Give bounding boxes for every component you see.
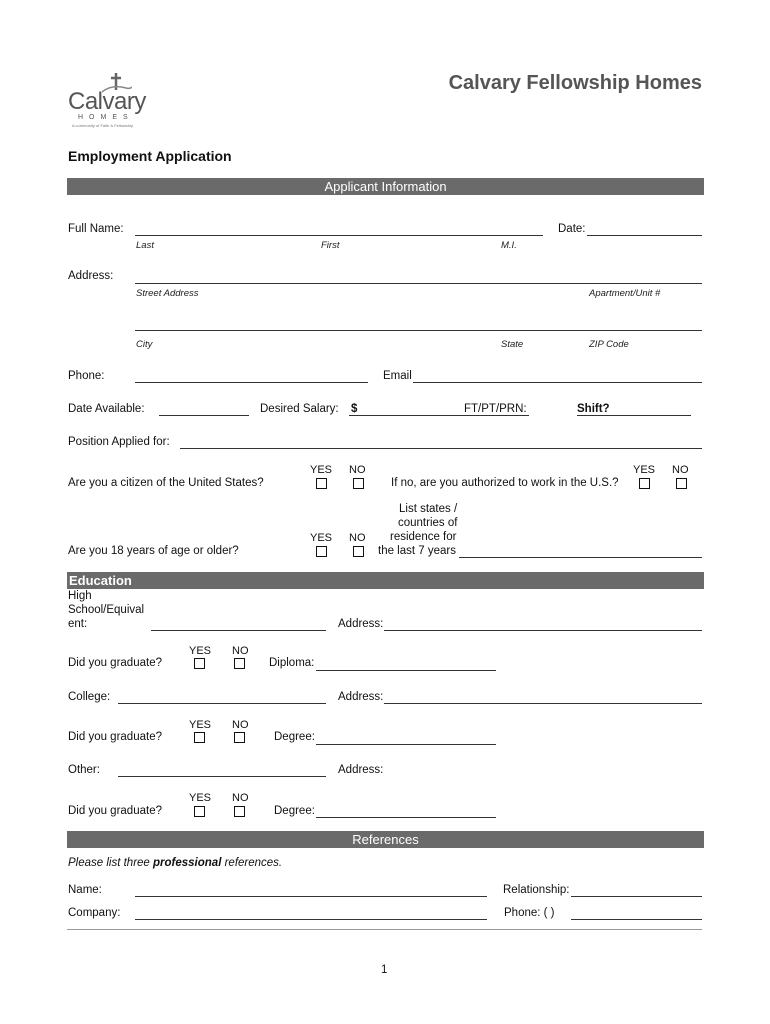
references-instruction-pre: Please list three — [68, 857, 154, 869]
authorized-no-label: NO — [672, 464, 689, 476]
citizen-question: Are you a citizen of the United States? — [68, 477, 264, 489]
age-question: Are you 18 years of age or older? — [68, 545, 239, 557]
other-yes-checkbox[interactable] — [194, 806, 205, 817]
hs-no-checkbox[interactable] — [234, 658, 245, 669]
city-state-zip-field[interactable] — [135, 330, 702, 331]
age-no-label: NO — [349, 532, 366, 544]
apt-sub: Apartment/Unit # — [589, 288, 661, 299]
section-references: References — [67, 831, 704, 848]
ref-company-field[interactable] — [135, 919, 487, 920]
age-yes-label: YES — [310, 532, 333, 544]
age-yes-checkbox[interactable] — [316, 546, 327, 557]
other-graduate-question: Did you graduate? — [68, 805, 162, 817]
ftpt-label: FT/PT/PRN: — [464, 403, 527, 415]
states-field[interactable] — [459, 557, 702, 558]
date-available-label: Date Available: — [68, 403, 145, 415]
logo-wordmark: Calvary — [68, 88, 146, 115]
logo-subtitle: HOMES — [78, 114, 134, 121]
other-degree-label: Degree: — [274, 805, 315, 817]
ref-company-label: Company: — [68, 907, 121, 919]
shift-label: Shift? — [577, 403, 610, 415]
references-instruction-bold: professional — [153, 857, 222, 869]
references-instruction-post: references. — [221, 857, 283, 869]
name-sub-mi: M.I. — [501, 240, 517, 251]
hs-address-field[interactable] — [384, 630, 702, 631]
college-degree-label: Degree: — [274, 731, 315, 743]
citizen-no-checkbox[interactable] — [353, 478, 364, 489]
diploma-label: Diploma: — [269, 657, 315, 669]
section-applicant-information: Applicant Information — [67, 178, 704, 195]
college-no-label: NO — [232, 719, 249, 731]
page-number: 1 — [381, 964, 388, 976]
college-address-field[interactable] — [384, 703, 702, 704]
ref-name-field[interactable] — [135, 896, 487, 897]
age-no-checkbox[interactable] — [353, 546, 364, 557]
other-degree-field[interactable] — [316, 817, 496, 818]
logo — [68, 72, 158, 132]
name-sub-first: First — [321, 240, 340, 251]
logo-tagline: A community of Faith & Fellowship — [72, 123, 134, 128]
street-address-field[interactable] — [135, 283, 702, 284]
hs-no-label: NO — [232, 645, 249, 657]
authorized-yes-label: YES — [633, 464, 656, 476]
ref-relationship-field[interactable] — [571, 896, 702, 897]
college-yes-label: YES — [189, 719, 212, 731]
hs-address-label: Address: — [338, 618, 384, 630]
ref-relationship-label: Relationship: — [503, 884, 570, 896]
desired-salary-label: Desired Salary: — [260, 403, 339, 415]
form-title: Employment Application — [68, 148, 232, 164]
hs-graduate-question: Did you graduate? — [68, 657, 162, 669]
references-instruction — [68, 857, 282, 869]
other-no-checkbox[interactable] — [234, 806, 245, 817]
street-sub: Street Address — [136, 288, 199, 299]
college-yes-checkbox[interactable] — [194, 732, 205, 743]
states-label-4: the last 7 years — [378, 545, 456, 557]
email-label: Email — [383, 370, 412, 382]
state-sub: State — [501, 339, 524, 350]
email-field[interactable] — [413, 382, 702, 383]
address-label: Address: — [68, 270, 114, 282]
high-school-label-1: High — [68, 590, 92, 602]
phone-label: Phone: — [68, 370, 105, 382]
ref-phone-field[interactable] — [571, 919, 702, 920]
authorized-yes-checkbox[interactable] — [639, 478, 650, 489]
states-label-2: countries of — [398, 517, 458, 529]
authorized-no-checkbox[interactable] — [676, 478, 687, 489]
shift-field[interactable] — [577, 415, 691, 416]
authorized-question: If no, are you authorized to work in the U.S.? — [391, 477, 619, 489]
date-label: Date: — [558, 223, 586, 235]
desired-salary-field[interactable] — [349, 415, 529, 416]
date-available-field[interactable] — [159, 415, 249, 416]
date-field[interactable] — [587, 235, 702, 236]
company-title: Calvary Fellowship Homes — [448, 72, 702, 94]
citizen-yes-label: YES — [310, 464, 333, 476]
ref-phone-label: Phone: ( ) — [504, 907, 555, 919]
citizen-yes-checkbox[interactable] — [316, 478, 327, 489]
hs-yes-checkbox[interactable] — [194, 658, 205, 669]
other-no-label: NO — [232, 792, 249, 804]
full-name-label: Full Name: — [68, 223, 124, 235]
diploma-field[interactable] — [316, 670, 496, 671]
salary-symbol: $ — [351, 403, 358, 415]
college-graduate-question: Did you graduate? — [68, 731, 162, 743]
citizen-no-label: NO — [349, 464, 366, 476]
college-label: College: — [68, 691, 111, 703]
high-school-label-3: ent: — [68, 618, 88, 630]
other-label: Other: — [68, 764, 100, 776]
other-yes-label: YES — [189, 792, 212, 804]
ref-divider — [67, 929, 702, 930]
college-field[interactable] — [118, 703, 326, 704]
states-label-1: List states / — [399, 503, 458, 515]
full-name-field[interactable] — [135, 235, 543, 236]
section-education: Education — [67, 572, 704, 589]
other-address-label: Address: — [338, 764, 384, 776]
states-label-3: residence for — [390, 531, 457, 543]
other-field[interactable] — [118, 776, 326, 777]
college-address-label: Address: — [338, 691, 384, 703]
position-field[interactable] — [180, 448, 702, 449]
high-school-label-2: School/Equival — [68, 604, 145, 616]
name-sub-last: Last — [136, 240, 154, 251]
phone-field[interactable] — [135, 382, 368, 383]
college-no-checkbox[interactable] — [234, 732, 245, 743]
high-school-field[interactable] — [151, 630, 326, 631]
hs-yes-label: YES — [189, 645, 212, 657]
position-label: Position Applied for: — [68, 436, 170, 448]
city-sub: City — [136, 339, 153, 350]
ref-name-label: Name: — [68, 884, 102, 896]
zip-sub: ZIP Code — [589, 339, 629, 350]
college-degree-field[interactable] — [316, 744, 496, 745]
